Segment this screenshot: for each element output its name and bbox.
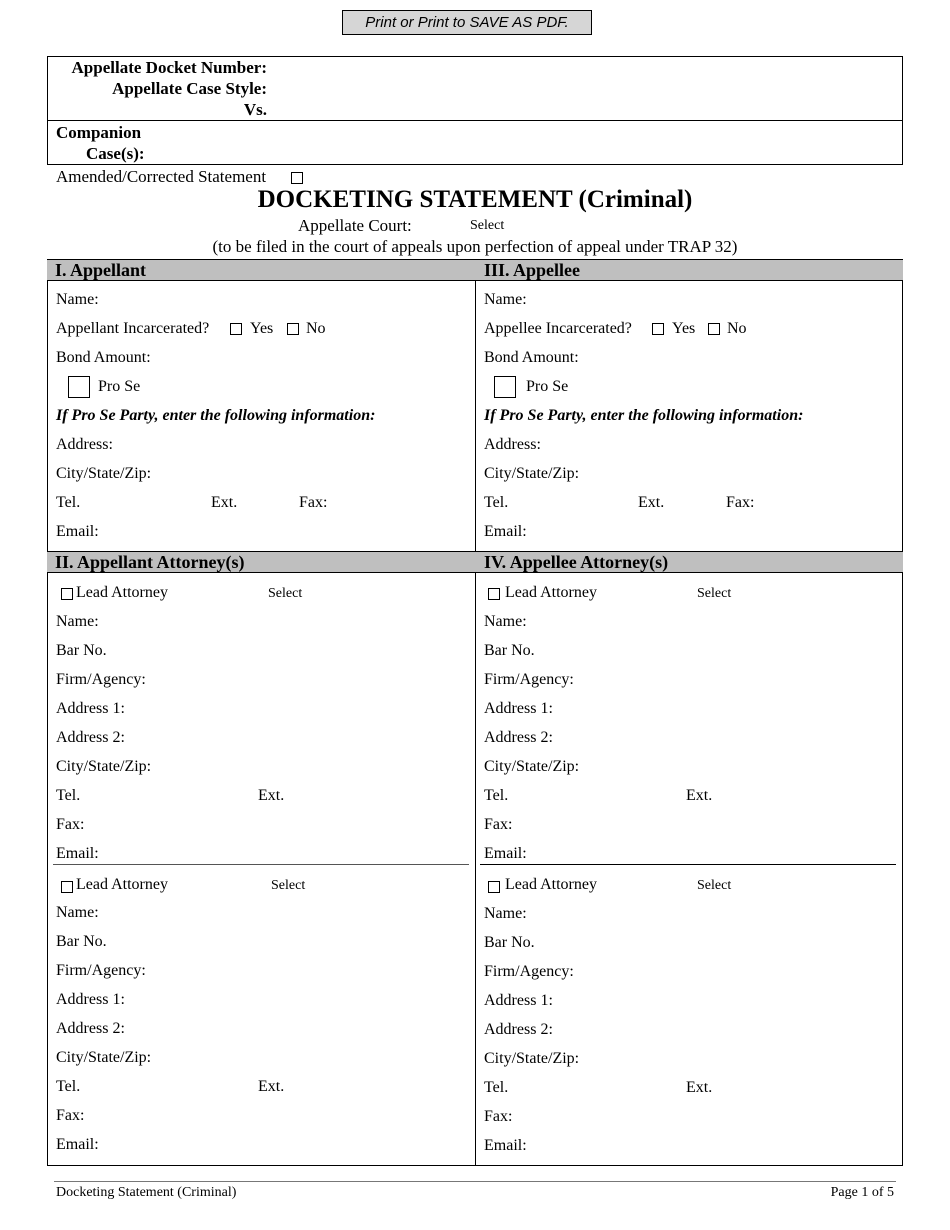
appellate-court-select[interactable]: Select — [470, 218, 505, 233]
appellant-attorney-1-bar-label: Bar No. — [56, 642, 107, 659]
appellant-attorney-2-bar-label: Bar No. — [56, 933, 107, 950]
appellant-attorney-1-tel-label: Tel. — [56, 787, 81, 804]
appellee-city-label: City/State/Zip: — [484, 465, 580, 482]
table-left-border — [47, 259, 48, 1166]
appellee-name-label: Name: — [484, 291, 527, 308]
appellant-no-label: No — [306, 320, 326, 337]
appellee-attorney-2-city-label: City/State/Zip: — [484, 1050, 580, 1067]
appellee-attorney-1-lead-label: Lead Attorney — [505, 584, 597, 601]
appellant-incarcerated-no-checkbox[interactable] — [287, 323, 299, 335]
appellant-pro-se-info: If Pro Se Party, enter the following information: — [56, 407, 376, 424]
appellant-attorney-1-select[interactable]: Select — [268, 586, 303, 601]
appellant-attorney-1-address1-label: Address 1: — [56, 700, 125, 717]
appellant-email-label: Email: — [56, 523, 99, 540]
appellee-attorney-2-email-label: Email: — [484, 1137, 527, 1154]
appellee-attorney-1-city-label: City/State/Zip: — [484, 758, 580, 775]
subtitle: (to be filed in the court of appeals upon perfection of appeal under TRAP 32) — [212, 237, 738, 256]
appellee-yes-label: Yes — [672, 320, 696, 337]
header-divider — [47, 120, 903, 121]
appellee-attorney-1-ext-label: Ext. — [686, 787, 713, 804]
appellee-incarcerated-label: Appellee Incarcerated? — [484, 320, 632, 337]
appellee-pro-se-checkbox[interactable] — [494, 376, 516, 398]
appellant-heading: I. Appellant — [47, 259, 476, 281]
appellant-attorney-2-lead-label: Lead Attorney — [76, 876, 168, 893]
appellee-attorney-2-ext-label: Ext. — [686, 1079, 713, 1096]
appellant-attorney-2-email-label: Email: — [56, 1136, 99, 1153]
appellant-attorney-separator — [53, 864, 469, 865]
companion-label: Companion — [56, 123, 142, 142]
appellant-attorney-2-tel-label: Tel. — [56, 1078, 81, 1095]
appellee-attorney-1-bar-label: Bar No. — [484, 642, 535, 659]
appellant-attorney-2-address2-label: Address 2: — [56, 1020, 125, 1037]
appellee-attorney-2-firm-label: Firm/Agency: — [484, 963, 574, 980]
appellant-attorney-2-name-label: Name: — [56, 904, 99, 921]
amended-checkbox[interactable] — [291, 172, 303, 184]
appellant-incarcerated-yes-checkbox[interactable] — [230, 323, 242, 335]
appellee-incarcerated-yes-checkbox[interactable] — [652, 323, 664, 335]
vs-label: Vs. — [243, 100, 267, 119]
appellee-fax-label: Fax: — [726, 494, 755, 511]
appellant-attorney-1-city-label: City/State/Zip: — [56, 758, 152, 775]
appellee-attorney-1-firm-label: Firm/Agency: — [484, 671, 574, 688]
amended-label: Amended/Corrected Statement — [56, 167, 267, 186]
appellee-attorney-1-address2-label: Address 2: — [484, 729, 553, 746]
appellee-address-label: Address: — [484, 436, 541, 453]
appellee-attorney-2-name-label: Name: — [484, 905, 527, 922]
appellee-attorney-2-lead-checkbox[interactable] — [488, 881, 500, 893]
appellee-email-label: Email: — [484, 523, 527, 540]
appellant-attorney-2-lead-checkbox[interactable] — [61, 881, 73, 893]
appellee-attorney-1-address1-label: Address 1: — [484, 700, 553, 717]
appellee-attorney-2-address1-label: Address 1: — [484, 992, 553, 1009]
appellee-attorney-separator — [480, 864, 896, 865]
appellant-attorney-1-email-label: Email: — [56, 845, 99, 862]
appellee-pro-se-label: Pro Se — [526, 378, 569, 395]
appellant-attorney-1-ext-label: Ext. — [258, 787, 285, 804]
appellee-attorney-1-tel-label: Tel. — [484, 787, 509, 804]
appellant-attorney-1-name-label: Name: — [56, 613, 99, 630]
appellant-attorney-1-lead-checkbox[interactable] — [61, 588, 73, 600]
appellee-incarcerated-no-checkbox[interactable] — [708, 323, 720, 335]
appellant-attorney-2-address1-label: Address 1: — [56, 991, 125, 1008]
appellee-bond-label: Bond Amount: — [484, 349, 579, 366]
appellee-heading: III. Appellee — [476, 259, 903, 281]
appellant-city-label: City/State/Zip: — [56, 465, 152, 482]
appellee-attorneys-heading: IV. Appellee Attorney(s) — [476, 551, 903, 573]
appellee-attorney-1-select[interactable]: Select — [697, 586, 732, 601]
appellee-tel-label: Tel. — [484, 494, 509, 511]
appellant-fax-label: Fax: — [299, 494, 328, 511]
companion-cases-label: Case(s): — [86, 144, 145, 163]
appellant-incarcerated-label: Appellant Incarcerated? — [56, 320, 210, 337]
appellee-no-label: No — [727, 320, 747, 337]
appellee-attorney-2-tel-label: Tel. — [484, 1079, 509, 1096]
table-bottom-border — [47, 1165, 903, 1166]
appellant-name-label: Name: — [56, 291, 99, 308]
appellant-tel-label: Tel. — [56, 494, 81, 511]
appellee-pro-se-info: If Pro Se Party, enter the following information: — [484, 407, 804, 424]
appellant-attorney-2-select[interactable]: Select — [271, 878, 306, 893]
appellant-attorney-1-firm-label: Firm/Agency: — [56, 671, 146, 688]
appellee-attorney-2-lead-label: Lead Attorney — [505, 876, 597, 893]
case-style-label: Appellate Case Style: — [112, 79, 267, 98]
appellee-attorney-1-email-label: Email: — [484, 845, 527, 862]
footer-page-number: Page 1 of 5 — [830, 1185, 894, 1200]
appellee-attorney-2-address2-label: Address 2: — [484, 1021, 553, 1038]
appellee-attorney-2-select[interactable]: Select — [697, 878, 732, 893]
appellee-attorney-1-lead-checkbox[interactable] — [488, 588, 500, 600]
appellant-yes-label: Yes — [250, 320, 274, 337]
docket-number-label: Appellate Docket Number: — [71, 58, 267, 77]
appellant-bond-label: Bond Amount: — [56, 349, 151, 366]
appellate-court-label: Appellate Court: — [298, 216, 412, 235]
table-right-border — [902, 259, 903, 1166]
appellant-attorney-2-city-label: City/State/Zip: — [56, 1049, 152, 1066]
appellant-attorney-2-fax-label: Fax: — [56, 1107, 85, 1124]
appellant-attorney-1-fax-label: Fax: — [56, 816, 85, 833]
appellee-attorney-2-bar-label: Bar No. — [484, 934, 535, 951]
appellee-attorney-1-name-label: Name: — [484, 613, 527, 630]
appellee-attorney-1-fax-label: Fax: — [484, 816, 513, 833]
footer-title: Docketing Statement (Criminal) — [56, 1185, 237, 1200]
appellant-attorney-1-address2-label: Address 2: — [56, 729, 125, 746]
appellant-pro-se-label: Pro Se — [98, 378, 141, 395]
appellant-attorneys-heading: II. Appellant Attorney(s) — [47, 551, 476, 573]
appellant-attorney-2-firm-label: Firm/Agency: — [56, 962, 146, 979]
table-center-divider — [475, 259, 476, 1166]
appellant-address-label: Address: — [56, 436, 113, 453]
appellee-ext-label: Ext. — [638, 494, 665, 511]
appellant-attorney-2-ext-label: Ext. — [258, 1078, 285, 1095]
appellant-attorney-1-lead-label: Lead Attorney — [76, 584, 168, 601]
print-save-pdf-button[interactable]: Print or Print to SAVE AS PDF. — [342, 10, 592, 35]
appellant-pro-se-checkbox[interactable] — [68, 376, 90, 398]
appellant-ext-label: Ext. — [211, 494, 238, 511]
page-title: DOCKETING STATEMENT (Criminal) — [257, 186, 693, 213]
footer-rule — [54, 1181, 896, 1182]
appellee-attorney-2-fax-label: Fax: — [484, 1108, 513, 1125]
